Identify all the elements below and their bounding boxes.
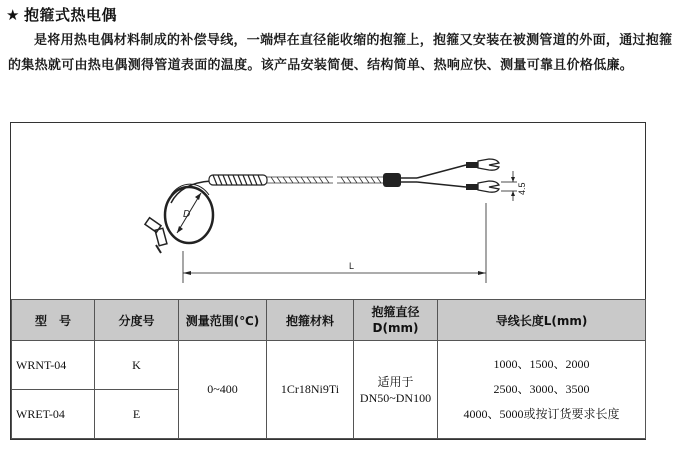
table-header-row [12, 300, 646, 341]
description-paragraph: 是将用热电偶材料制成的补偿导线，一端焊在直径能收缩的抱箍上，抱箍又安装在被测管道的外面，通过抱箍的集热就可由热电偶测得管道表面的温度。该产品安装简便、结构简单、热响应快、测量可靠且价格低廉。 [8, 33, 673, 73]
header-material: 抱箍材料 [267, 300, 354, 341]
table-row [12, 341, 646, 390]
connector-sleeve [383, 173, 401, 187]
graduation-cell: E [95, 390, 179, 439]
length-label: L [349, 261, 355, 271]
header-diameter-line2: D(mm) [372, 321, 419, 335]
length-line: 4000、5000或按订货要求长度 [463, 407, 620, 421]
length-line: 2500、3000、3500 [493, 382, 590, 396]
header-length: 导线长度L(mm) [438, 300, 646, 341]
star-icon: ★ [6, 6, 20, 24]
range-cell: 0~400 [179, 341, 267, 439]
diameter-line2: DN50~DN100 [359, 390, 432, 405]
model-cell: WRNT-04 [12, 341, 95, 390]
diameter-line1: 适用于 [377, 374, 414, 389]
material-cell: 1Cr18Ni9Ti [267, 341, 354, 439]
braided-cable [267, 177, 383, 183]
product-panel [10, 122, 646, 440]
diameter-cell [354, 341, 438, 439]
spec-table [11, 299, 646, 439]
length-cell [438, 341, 646, 439]
section-heading [6, 4, 117, 25]
lead-wire-top [417, 165, 466, 178]
header-range: 测量范围(℃) [179, 300, 267, 341]
heading-title: 抱箍式热电偶 [23, 6, 117, 24]
length-line: 1000、1500、2000 [493, 357, 590, 371]
header-model: 型 号 [12, 300, 95, 341]
header-diameter-line1: 抱箍直径 [371, 305, 420, 319]
header-diameter [354, 300, 438, 341]
fork-terminal-top [478, 159, 499, 170]
spring-coil [209, 175, 267, 185]
graduation-cell: K [95, 341, 179, 390]
lead-wire-bottom [417, 182, 466, 187]
header-graduation: 分度号 [95, 300, 179, 341]
diameter-label: D [183, 209, 191, 220]
fork-terminal-bottom [478, 181, 499, 192]
dimension-label: 4.5 [517, 182, 527, 195]
model-cell: WRET-04 [12, 390, 95, 439]
thermocouple-diagram [11, 123, 645, 299]
